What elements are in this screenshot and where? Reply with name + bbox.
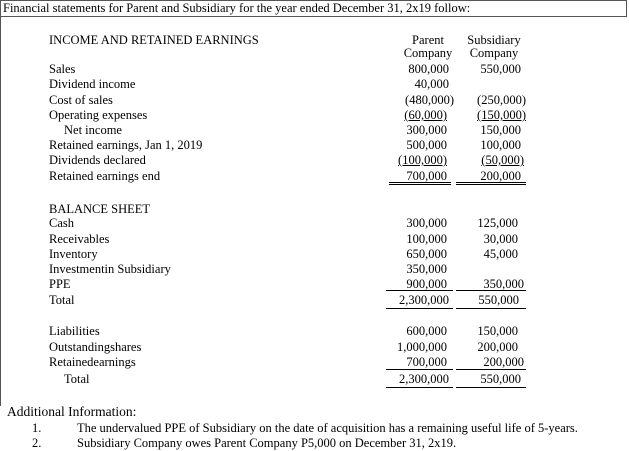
row-label-net-income: Net income [64,123,122,137]
row-label-sales: Sales [49,62,76,76]
sub-net-income: 150,000 [480,123,521,137]
sub-cost-of-sales: (250,000) [477,93,526,107]
sub-receivables: 30,000 [483,232,518,246]
row-label-balance-total: Total [49,293,75,307]
parent-sales: 800,000 [408,62,449,76]
row-label-retained-earnings-jan: Retained earnings, Jan 1, 2019 [49,138,203,152]
parent-investment-in-subsidiary: 350,000 [406,262,447,276]
additional-info-heading: Additional Information: [7,404,137,419]
col-parent-line1: Parent [412,33,444,47]
sub-cash: 125,000 [477,216,518,230]
row-label-retained-earnings-end: Retained earnings end [49,169,161,183]
sub-retained-earnings: 200,000 [483,355,524,369]
row-label-liabilities-total: Total [64,372,90,386]
parent-receivables: 100,000 [406,232,447,246]
row-label-retained-earnings: Retainedearnings [49,355,136,369]
sub-liabilities: 150,000 [477,324,518,338]
sub-liabilities-total: 550,000 [480,372,521,386]
additional-item-text: The undervalued PPE of Subsidiary on the date of acquisition has a remaining useful life of 5-years. [77,421,578,435]
parent-re-end-double-underline [389,182,451,185]
parent-outstanding-shares: 1,000,000 [397,340,447,354]
sub-inventory: 45,000 [483,247,518,261]
row-label-cash: Cash [49,216,74,230]
parent-net-income: 300,000 [406,123,447,137]
parent-operating-expenses: (60,000) [404,108,447,122]
col-sub-line2: Company [469,46,519,60]
parent-dividends-declared: (100,000) [398,153,447,167]
col-sub-line1: Subsidiary [467,33,521,47]
parent-retained-earnings-underline [386,369,453,370]
parent-ppe-underline [386,290,453,291]
row-label-operating-expenses: Operating expenses [49,108,148,122]
parent-retained-earnings: 700,000 [406,355,447,369]
row-label-ppe: PPE [49,277,71,291]
sub-ppe-underline [456,290,526,291]
row-label-receivables: Receivables [49,232,110,246]
parent-retained-earnings-end: 700,000 [406,169,447,183]
sub-operating-expenses: (150,000) [477,108,526,122]
income-heading: INCOME AND RETAINED EARNINGS [49,33,259,47]
sub-retained-earnings-underline [456,369,526,370]
sub-balance-total: 550,000 [478,293,519,307]
row-label-dividend-income: Dividend income [49,77,136,91]
additional-item-number: 2. [32,436,42,450]
sub-sales: 550,000 [480,62,521,76]
sub-ppe: 350,000 [483,277,524,291]
additional-item-text: Subsidiary Company owes Parent Company P5,000 on December 31, 2x19. [77,436,457,450]
row-label-liabilities: Liabilities [49,324,100,338]
row-label-investment-in-subsidiary: Investmentin Subsidiary [49,262,171,276]
additional-item-number: 1. [32,421,42,435]
parent-retained-earnings-jan: 500,000 [406,138,447,152]
row-label-inventory: Inventory [49,247,98,261]
row-label-dividends-declared: Dividends declared [49,153,146,167]
parent-inventory: 650,000 [406,247,447,261]
col-parent-line2: Company [403,46,453,60]
balance-heading: BALANCE SHEET [49,202,151,216]
row-label-outstanding-shares: Outstandingshares [49,340,142,354]
parent-cash: 300,000 [406,216,447,230]
parent-dividend-income: 40,000 [414,77,449,91]
sub-outstanding-shares: 200,000 [477,340,518,354]
sub-re-end-double-underline [456,182,526,185]
parent-ppe: 900,000 [406,277,447,291]
sub-balance-total-underline [456,308,526,309]
row-label-cost-of-sales: Cost of sales [49,93,113,107]
sub-dividends-declared: (50,000) [481,153,524,167]
sub-liabilities-total-underline [456,387,526,388]
parent-liabilities: 600,000 [406,324,447,338]
parent-cost-of-sales: (480,000) [405,93,454,107]
parent-balance-total-underline [386,308,453,309]
document-title: Financial statements for Parent and Subsidiary for the year ended December 31, 2x19 follow: [3,1,471,15]
parent-liabilities-total: 2,300,000 [399,372,449,386]
sub-retained-earnings-jan: 100,000 [480,138,521,152]
parent-balance-total: 2,300,000 [399,293,449,307]
parent-liabilities-total-underline [386,387,453,388]
sub-retained-earnings-end: 200,000 [480,169,521,183]
